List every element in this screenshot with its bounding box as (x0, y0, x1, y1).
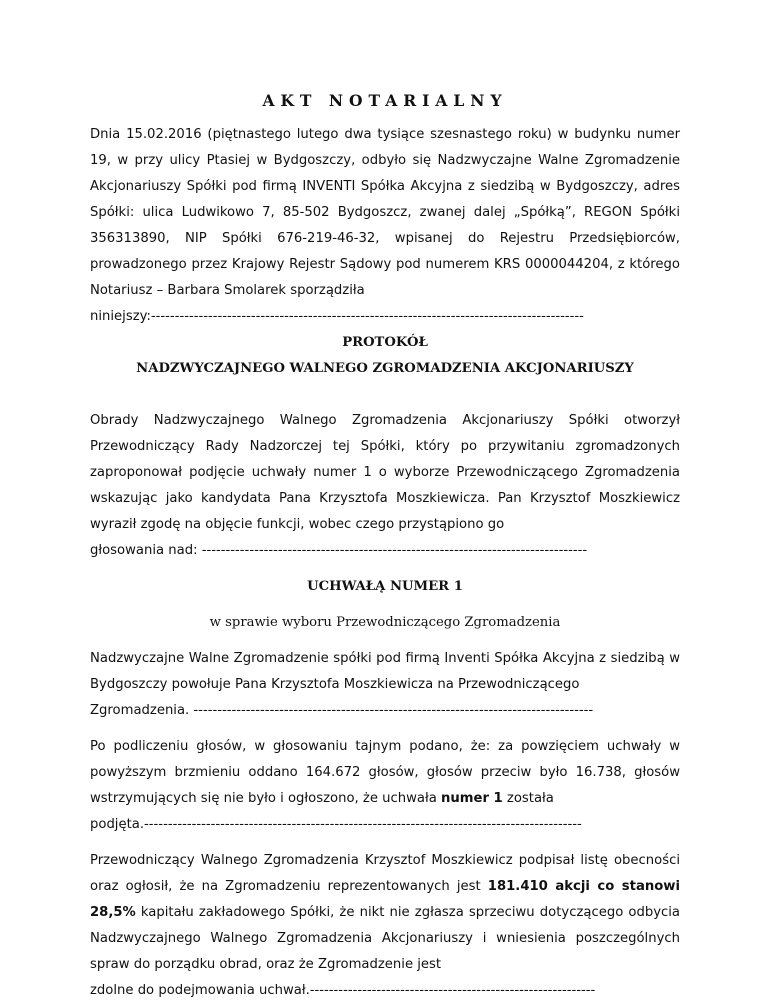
spacer (90, 838, 680, 848)
resolution-text: Nadzwyczajne Walne Zgromadzenie spółki pod firmą Inventi Spółka Akcyjna z siedzibą w Bydgoszczy powołuje Pana Krzysztofa Moszkiewicza na Przewodniczącego (90, 651, 680, 692)
resolution-text-end: Zgromadzenia. ------------------------------------------------------------------------------------ (90, 703, 594, 718)
protocol-heading: PROTOKÓŁ (342, 335, 428, 350)
opening-paragraph-end: głosowania nad: --------------------------------------------------------------------------------- (90, 543, 588, 558)
spacer (90, 636, 680, 646)
spacer (90, 600, 680, 610)
chair-text: Przewodniczący Walnego Zgromadzenia Krzysztof Moszkiewicz podpisał listę obecności oraz ogłosił, że na Zgromadzeniu reprezentowanych jest (90, 853, 680, 894)
vote-text: Po podliczeniu głosów, w głosowaniu tajnym podano, że: za powzięciem uchwały w powyższym brzmieniu oddano 164.672 głosów, głosów przeciw było 16.738, głosów wstrzymujących się nie było i ogłoszono, że uchwała (90, 739, 680, 806)
resolution-heading: UCHWAŁĄ NUMER 1 (307, 579, 463, 594)
spacer (90, 382, 680, 408)
vote-paragraph-end: podjęta.-------------------------------------------------------------------------------------------- (90, 817, 582, 832)
chair-paragraph-end: zdolne do podejmowania uchwał.------------------------------------------------------------ (90, 983, 596, 998)
vote-paragraph (90, 734, 680, 812)
notarial-document (90, 88, 680, 1004)
document-title: AKT NOTARIALNY (262, 91, 508, 110)
spacer (90, 564, 680, 574)
protocol-subheading: NADZWYCZAJNEGO WALNEGO ZGROMADZENIA AKCJONARIUSZY (136, 361, 634, 376)
chair-paragraph (90, 848, 680, 978)
resolution-subheading: w sprawie wyboru Przewodniczącego Zgromadzenia (209, 615, 561, 630)
shares-represented: 181.410 akcji co stanowi 28,5% (90, 879, 680, 920)
spacer (90, 724, 680, 734)
vote-text-tail: została (502, 791, 554, 806)
intro-paragraph-end: niniejszy:------------------------------------------------------------------------------------------- (90, 309, 584, 324)
intro-paragraph: Dnia 15.02.2016 (piętnastego lutego dwa tysiące szesnastego roku) w budynku numer 19, w przy ulicy Ptasiej w Bydgoszczy, odbyło się Nadzwyczajne Walne Zgromadzenie Akcjonariuszy Spółki pod firmą INVENTI Spółka Akcyjna z siedzibą w Bydgoszczy, adres Spółki: ulica Ludwikowo 7, 85-502 Bydgoszcz, zwanej dalej „Spółką”, REGON Spółki 356313890, NIP Spółki 676-219-46-32, wpisanej do Rejestru Przedsiębiorców, prowadzonego przez Krajowy Rejestr Sądowy pod numerem KRS 0000044204, z którego Notariusz – Barbara Smolarek sporządziła (90, 127, 680, 298)
chair-text-tail: kapitału zakładowego Spółki, że nikt nie zgłasza sprzeciwu dotyczącego odbycia Nadzwyczajnego Walnego Zgromadzenia Akcjonariuszy i wniesienia poszczególnych spraw do porządku obrad, oraz że Zgromadzenie jest (90, 905, 680, 972)
resolution-number: numer 1 (441, 791, 503, 806)
opening-paragraph: Obrady Nadzwyczajnego Walnego Zgromadzenia Akcjonariuszy Spółki otworzył Przewodniczący Rady Nadzorczej tej Spółki, który po przywitaniu zgromadzonych zaproponował podjęcie uchwały numer 1 o wyborze Przewodniczącego Zgromadzenia wskazując jako kandydata Pana Krzysztofa Moszkiewicza. Pan Krzysztof Moszkiewicz wyraził zgodę na objęcie funkcji, wobec czego przystąpiono go (90, 413, 680, 532)
